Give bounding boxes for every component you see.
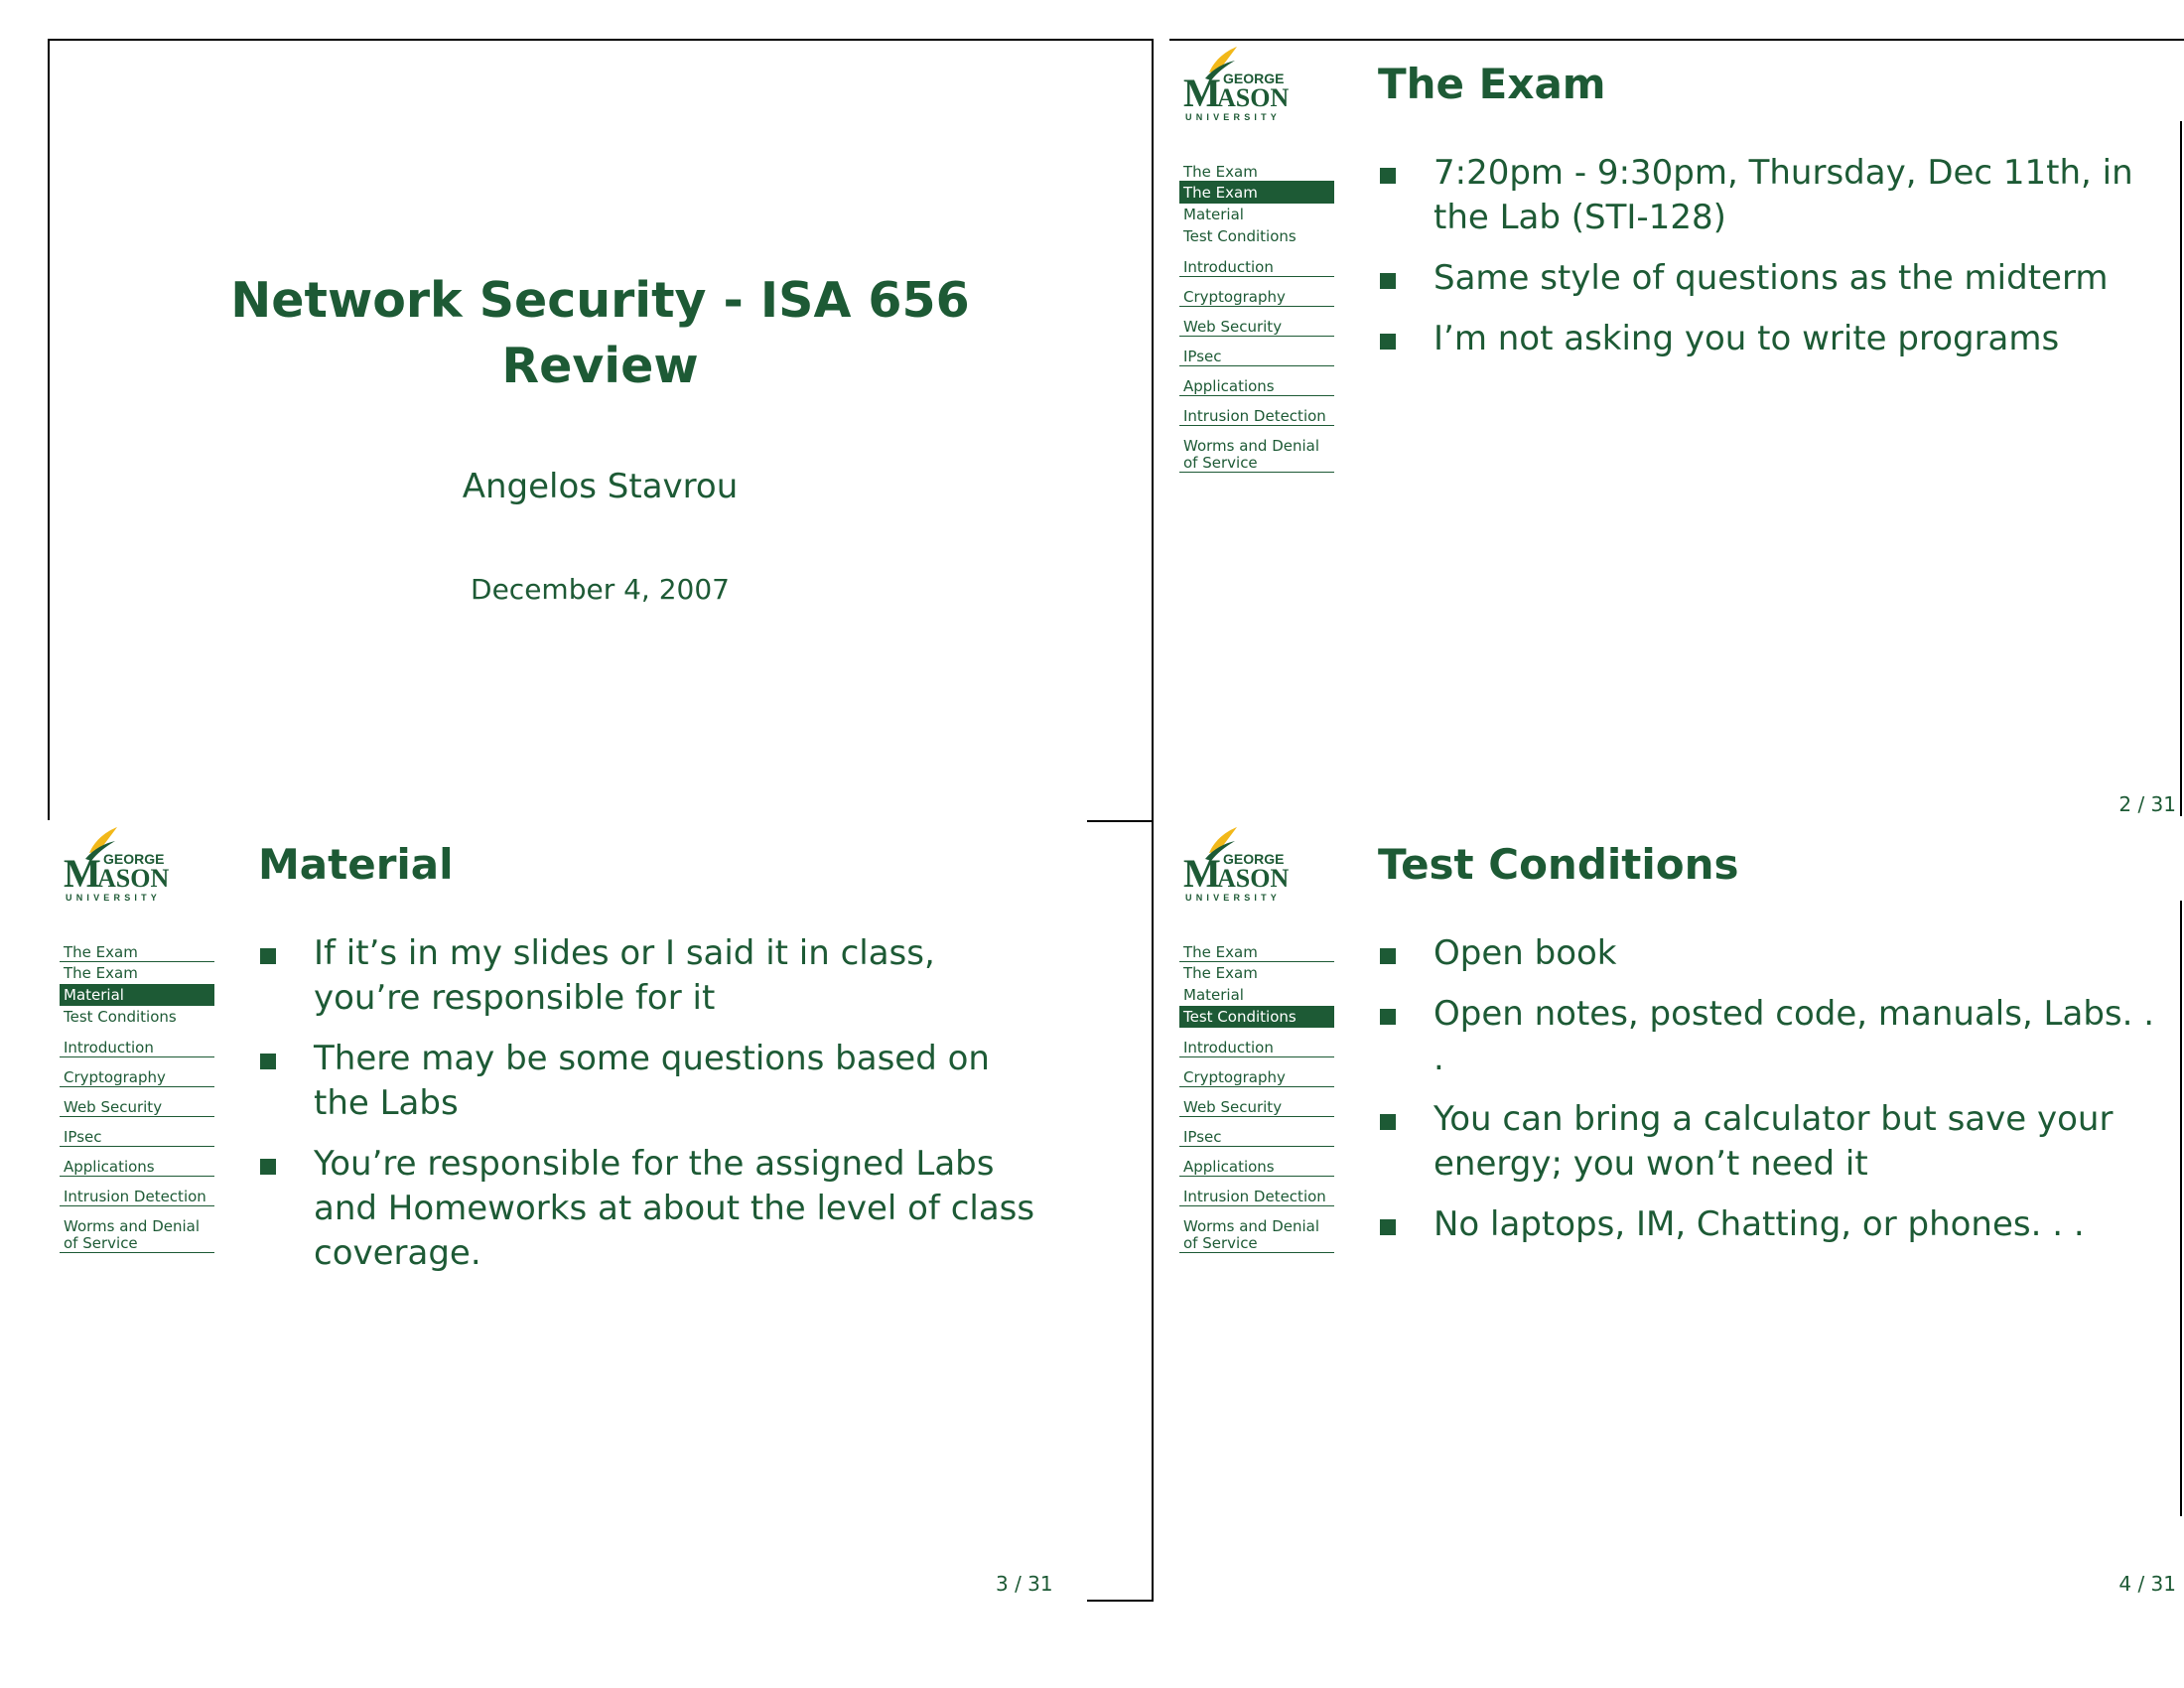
slide-3 — [60, 820, 1152, 1605]
bullet-text: You’re responsible for the assigned Labs and Homeworks at about the level of class coverage. — [314, 1144, 1035, 1273]
nav-section-introduction[interactable]: Introduction — [1179, 257, 1334, 277]
title-line-1: Network Security - ISA 656 — [230, 272, 970, 329]
bullet-square-icon — [1380, 1114, 1396, 1130]
nav-section-intrusion-detection[interactable]: Intrusion Detection — [1179, 406, 1334, 426]
nav-section-web-security[interactable]: Web Security — [60, 1097, 214, 1117]
slide-title: The Exam — [1378, 60, 1606, 108]
nav-section-web-security[interactable]: Web Security — [1179, 1097, 1334, 1117]
slide1-left-border — [48, 39, 50, 820]
slide1-top-border — [48, 39, 1154, 41]
title-line-2: Review — [501, 338, 699, 394]
nav-section-intrusion-detection[interactable]: Intrusion Detection — [60, 1187, 214, 1206]
nav-sub-test-conditions[interactable]: Test Conditions — [64, 1008, 177, 1026]
svg-text:UNIVERSITY: UNIVERSITY — [1185, 112, 1282, 122]
bullet-item — [1378, 931, 2162, 976]
nav-section-worms-dos[interactable] — [60, 1216, 214, 1253]
page-number: 4 / 31 — [2118, 1572, 2176, 1596]
bullet-square-icon — [1380, 1219, 1396, 1235]
gmu-logo-icon — [1181, 45, 1298, 124]
bullet-item — [1378, 1202, 2162, 1247]
nav-subsections — [1179, 962, 1334, 1028]
svg-text:GEORGE: GEORGE — [1223, 70, 1285, 86]
bullet-square-icon — [260, 1159, 276, 1175]
bullet-item — [1378, 317, 2162, 361]
page-number: 3 / 31 — [996, 1572, 1053, 1596]
nav-section-cryptography[interactable]: Cryptography — [1179, 287, 1334, 307]
bullet-square-icon — [1380, 273, 1396, 289]
sidebar-nav — [60, 942, 214, 1263]
gmu-logo-icon — [62, 825, 179, 905]
svg-text:ASON: ASON — [97, 864, 170, 893]
nav-sub-test-conditions[interactable]: Test Conditions — [1179, 1006, 1334, 1028]
svg-text:M: M — [64, 851, 101, 896]
bullet-text: I’m not asking you to write programs — [1433, 319, 2060, 358]
nav-sub-the-exam[interactable]: The Exam — [1179, 182, 1334, 204]
svg-text:ASON: ASON — [1217, 864, 1290, 893]
nav-label: Worms and Denial — [1183, 1217, 1320, 1235]
bullet-list — [258, 931, 1042, 1292]
nav-section-worms-dos[interactable] — [1179, 1216, 1334, 1253]
bullet-text: Same style of questions as the midterm — [1433, 258, 2109, 298]
slide-2 — [1179, 40, 2184, 824]
svg-text:GEORGE: GEORGE — [103, 851, 165, 867]
nav-sub-the-exam[interactable]: The Exam — [1183, 964, 1258, 982]
nav-label: Worms and Denial — [1183, 437, 1320, 455]
bullet-text: No laptops, IM, Chatting, or phones. . . — [1433, 1204, 2085, 1244]
nav-section-applications[interactable]: Applications — [1179, 1157, 1334, 1177]
sidebar-nav — [1179, 162, 1334, 483]
bullet-square-icon — [260, 1054, 276, 1069]
nav-sub-material[interactable]: Material — [1183, 986, 1244, 1004]
bullet-square-icon — [1380, 1009, 1396, 1025]
nav-section-applications[interactable]: Applications — [1179, 376, 1334, 396]
bullet-square-icon — [1380, 168, 1396, 184]
presentation-date: December 4, 2007 — [471, 573, 730, 606]
slide-title: Material — [258, 840, 454, 889]
nav-label: of Service — [64, 1234, 138, 1252]
bullet-square-icon — [1380, 948, 1396, 964]
presentation-title — [48, 268, 1153, 399]
nav-section-web-security[interactable]: Web Security — [1179, 317, 1334, 337]
svg-text:GEORGE: GEORGE — [1223, 851, 1285, 867]
slide-title: Test Conditions — [1378, 840, 1739, 889]
bullet-text: You can bring a calculator but save your energy; you won’t need it — [1433, 1099, 2114, 1184]
nav-section-applications[interactable]: Applications — [60, 1157, 214, 1177]
nav-sub-test-conditions[interactable]: Test Conditions — [1183, 227, 1297, 245]
gmu-logo-icon — [1181, 825, 1298, 905]
sidebar-nav — [1179, 942, 1334, 1263]
svg-text:M: M — [1183, 70, 1221, 115]
bullet-item — [258, 1142, 1042, 1276]
nav-section-the-exam[interactable]: The Exam — [1179, 942, 1334, 962]
bullet-square-icon — [260, 948, 276, 964]
nav-section-cryptography[interactable]: Cryptography — [60, 1067, 214, 1087]
svg-text:UNIVERSITY: UNIVERSITY — [1185, 893, 1282, 903]
svg-text:M: M — [1183, 851, 1221, 896]
bullet-text: Open notes, posted code, manuals, Labs. . . — [1433, 994, 2155, 1078]
nav-label: of Service — [1183, 454, 1258, 472]
nav-label: of Service — [1183, 1234, 1258, 1252]
page-number: 2 / 31 — [2118, 792, 2176, 816]
bullet-list — [1378, 931, 2162, 1263]
bullet-item — [1378, 992, 2162, 1081]
nav-section-introduction[interactable]: Introduction — [1179, 1038, 1334, 1057]
bullet-square-icon — [1380, 334, 1396, 350]
bullet-item — [1378, 1097, 2162, 1187]
nav-sub-material[interactable]: Material — [1183, 206, 1244, 223]
nav-subsections — [1179, 182, 1334, 247]
nav-subsections — [60, 962, 214, 1028]
bullet-text: There may be some questions based on the Labs — [314, 1039, 990, 1123]
bullet-item — [258, 1037, 1042, 1126]
nav-sub-the-exam[interactable]: The Exam — [64, 964, 138, 982]
author-name: Angelos Stavrou — [462, 467, 739, 506]
nav-section-cryptography[interactable]: Cryptography — [1179, 1067, 1334, 1087]
bullet-item — [1378, 256, 2162, 301]
bullet-list — [1378, 151, 2162, 377]
bullet-text: 7:20pm - 9:30pm, Thursday, Dec 11th, in the Lab (STI-128) — [1433, 153, 2133, 237]
slide-4 — [1179, 820, 2184, 1605]
svg-text:UNIVERSITY: UNIVERSITY — [66, 893, 162, 903]
nav-section-intrusion-detection[interactable]: Intrusion Detection — [1179, 1187, 1334, 1206]
nav-section-the-exam[interactable]: The Exam — [1179, 162, 1334, 182]
nav-sub-material[interactable]: Material — [60, 984, 214, 1006]
nav-section-worms-dos[interactable] — [1179, 436, 1334, 473]
nav-label: Worms and Denial — [64, 1217, 201, 1235]
bullet-item — [1378, 151, 2162, 240]
bullet-text: Open book — [1433, 933, 1617, 973]
svg-text:ASON: ASON — [1217, 83, 1290, 112]
nav-section-ipsec[interactable]: IPsec — [1179, 1127, 1334, 1147]
bullet-text: If it’s in my slides or I said it in class, you’re responsible for it — [314, 933, 935, 1018]
nav-section-introduction[interactable]: Introduction — [60, 1038, 214, 1057]
nav-section-ipsec[interactable]: IPsec — [1179, 347, 1334, 366]
nav-section-the-exam[interactable]: The Exam — [60, 942, 214, 962]
bullet-item — [258, 931, 1042, 1021]
nav-section-ipsec[interactable]: IPsec — [60, 1127, 214, 1147]
